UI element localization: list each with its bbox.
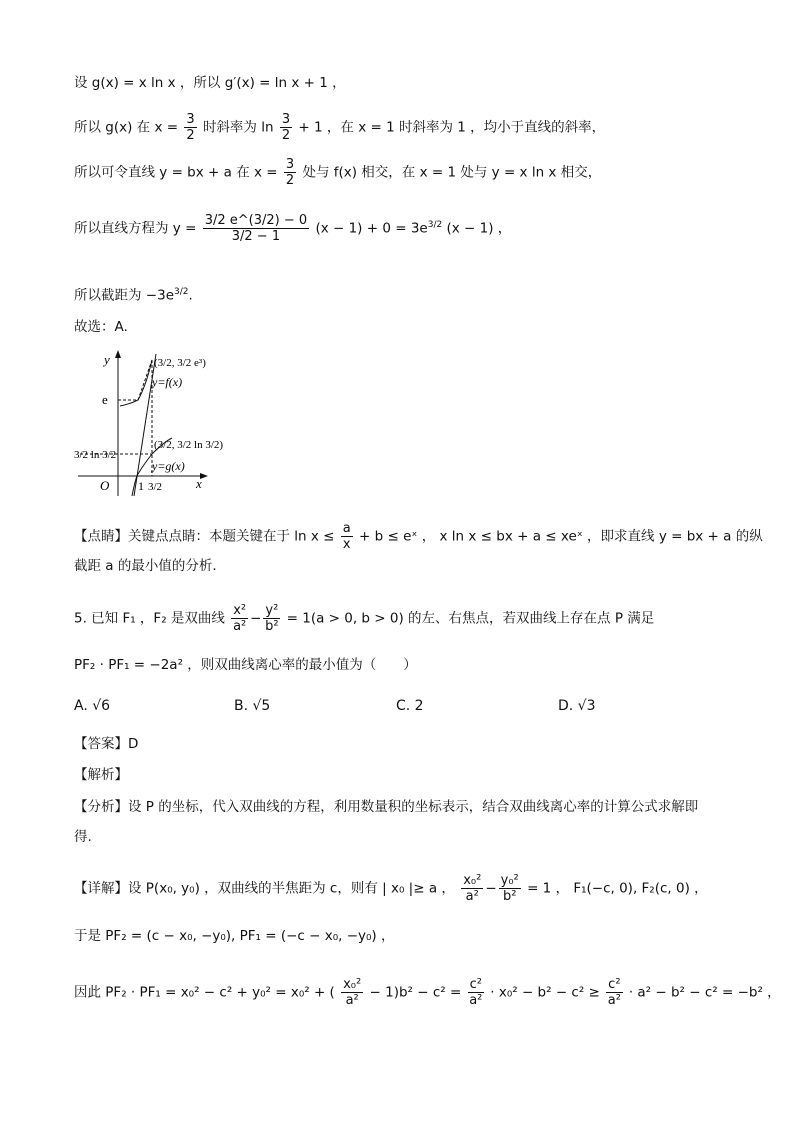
fraction-c2-a2 (468, 977, 484, 1008)
key-point-part-b: + b ≤ eˣ ， x ln x ≤ bx + a ≤ xeˣ ，即求直线 y = bx + a 的纵 (359, 528, 763, 545)
question-5-line-1: 5. 已知 F₁ ，F₂ 是双曲线 $\frac{\text{x²}}{\text{a²}}$ − $\frac{\text{y²}}{\text{b²}}$ = 1(a > 0, b > 0) 的左、右焦点，若双曲线上存在点 P 满足 (74, 603, 655, 634)
tick-label-ln: 3/2 ln 3/2 (74, 449, 117, 461)
curve-f-label: y=f(x) (152, 375, 183, 389)
fraction-y2-b2 (263, 603, 280, 634)
analysis-text-1: 【分析】设 P 的坐标，代入双曲线的方程，利用数量积的坐标表示，结合双曲线离心率的计算公式求解即 (74, 799, 699, 815)
option-d: D. √3 (558, 698, 596, 714)
frac-den: a² (233, 619, 247, 634)
frac-den: a² (465, 889, 479, 904)
detail-1-part-b: = 1 ， F₁(−c, 0), F₂(c, 0) ， (527, 880, 708, 897)
text-line-4 (74, 213, 511, 244)
fraction-x02-a2-2 (341, 977, 363, 1008)
frac-den: b² (265, 619, 279, 634)
answer-text: 【答案】D (74, 736, 139, 752)
point-top-label: (3/2, 3/2 e³) (154, 357, 206, 369)
origin-label: O (100, 478, 110, 493)
line-5-text: 所以截距为 −3e (74, 287, 174, 304)
line-2-part-c: + 1 ，在 x = 1 时斜率为 1 ，均小于直线的斜率， (298, 119, 606, 136)
analysis-text-2: 得. (74, 829, 92, 845)
frac-den: x (342, 537, 351, 552)
frac-den: b² (502, 889, 517, 904)
text-line-2 (74, 112, 605, 143)
frac-num: x₀² (343, 977, 362, 992)
exponent-three-halves: 3/2 (427, 220, 443, 230)
axis-label-x: x (196, 476, 202, 491)
option-c: C. 2 (396, 698, 424, 714)
line-2-part-b: 时斜率为 ln (202, 119, 274, 136)
frac-num: a (342, 521, 351, 536)
question-5-line-2 (74, 656, 417, 674)
fraction-three-halves (184, 112, 196, 143)
line-4-part-b: (x − 1) + 0 = 3e (315, 220, 428, 237)
detail-line-2 (74, 927, 395, 945)
key-point-part-a: 【点睛】关键点点睛：本题关键在于 ln x ≤ (74, 528, 335, 545)
frac-num: y₀² (500, 873, 519, 888)
line-3-part-a: 所以可令直线 y = bx + a 在 x = (74, 164, 278, 181)
frac-num: c² (608, 977, 621, 992)
frac-den: 2 (281, 128, 291, 143)
detail-line-3 (74, 977, 781, 1008)
frac-num: 3 (285, 157, 295, 172)
line-2-part-a: 所以 g(x) 在 x = (74, 119, 179, 136)
text-line-5: 所以截距为 $-3e^{3/2}$. (74, 287, 193, 304)
detail-2-text: 于是 PF₂ = (c − x₀, −y₀), PF₁ = (−c − x₀, −y₀) ， (74, 928, 395, 944)
key-point-line-2 (74, 557, 217, 575)
slope-denominator: 3/2 − 1 (231, 229, 281, 244)
frac-den: a² (345, 993, 359, 1008)
text-line-6 (74, 318, 128, 336)
fraction-three-halves-3 (284, 157, 296, 188)
detail-3-part-b: − 1)b² − c² = (369, 984, 462, 1001)
answer-line (74, 735, 138, 753)
line-3-part-b: 处与 f(x) 相交，在 x = 1 处与 y = x ln x 相交， (302, 164, 602, 181)
frac-num: 3 (186, 112, 195, 127)
line-4-part-c: (x − 1) ， (446, 220, 512, 237)
detail-3-part-c: · x₀² − b² − c² ≥ (490, 984, 600, 1001)
analysis-line-1 (74, 798, 698, 816)
question-5-part-b: = 1(a > 0, b > 0) 的左、右焦点，若双曲线上存在点 P 满足 (286, 610, 655, 627)
frac-num: c² (469, 977, 482, 992)
frac-num: 3 (281, 112, 291, 127)
line-4-part-a: 所以直线方程为 y = (74, 220, 197, 237)
tick-label-1: 1 (138, 479, 144, 493)
fraction-x2-a2 (231, 603, 248, 634)
fraction-c2-a2-2 (606, 977, 622, 1008)
question-5-part-a: 5. 已知 F₁ ，F₂ 是双曲线 (74, 610, 225, 627)
slope-numerator: 3/2 e^(3/2) − 0 (204, 213, 308, 228)
line-1-text: 设 g(x) = x ln x ，所以 g′(x) = ln x + 1 ， (74, 75, 346, 91)
detail-line-1: 【详解】设 P(x₀, y₀) ，双曲线的半焦距为 c，则有 | x₀ |≥ a ， $\frac{\text{x₀²}}{\text{a²}}$ − $\frac{\text{y₀²}}{\text{b²}}$ = 1 ， F₁(−c, 0), F₂(c, 0) ， (74, 873, 708, 904)
tick-label-32: 3/2 (148, 481, 163, 493)
fraction-a-over-x (341, 521, 353, 552)
option-b: B. √5 (234, 698, 271, 714)
detail-3-part-a: 因此 PF₂ · PF₁ = x₀² − c² + y₀² = x₀² + ( (74, 984, 335, 1001)
frac-num: y² (265, 603, 279, 618)
curve-f (120, 360, 152, 406)
question-5-part-c: PF₂ · PF₁ = −2a² ，则双曲线离心率的最小值为（ ） (74, 657, 417, 673)
fraction-slope (203, 213, 309, 244)
option-a: A. √6 (74, 698, 111, 714)
analysis-title-line (74, 766, 128, 784)
fraction-x02-a2 (461, 873, 483, 904)
fraction-three-halves-2 (280, 112, 292, 143)
frac-den: 2 (285, 173, 295, 188)
text-line-3 (74, 157, 601, 188)
tick-label-e: e (102, 392, 108, 407)
point-mid-label: (3/2, 3/2 ln 3/2) (154, 439, 224, 451)
analysis-line-2 (74, 828, 92, 846)
y-axis-arrow (115, 350, 121, 358)
frac-den: 2 (186, 128, 195, 143)
function-graph-figure (72, 346, 232, 506)
frac-den: a² (607, 993, 621, 1008)
frac-den: a² (469, 993, 483, 1008)
curve-g-label: y=g(x) (152, 459, 185, 473)
detail-1-part-a: 【详解】设 P(x₀, y₀) ，双曲线的半焦距为 c，则有 | x₀ |≥ a ， (74, 880, 455, 897)
analysis-title: 【解析】 (74, 767, 128, 783)
axis-label-y: y (104, 352, 110, 367)
frac-num: x² (233, 603, 247, 618)
detail-3-part-d: · a² − b² − c² = −b² ， (628, 984, 781, 1001)
frac-num: x₀² (463, 873, 482, 888)
key-point-line-2-text: 截距 a 的最小值的分析. (74, 558, 217, 574)
text-line-1 (74, 74, 346, 92)
key-point-line-1 (74, 521, 763, 552)
answer-choice-line: 故选：A. (74, 319, 128, 335)
fraction-y02-b2 (499, 873, 521, 904)
exponent-three-halves-2: 3/2 (174, 287, 189, 297)
